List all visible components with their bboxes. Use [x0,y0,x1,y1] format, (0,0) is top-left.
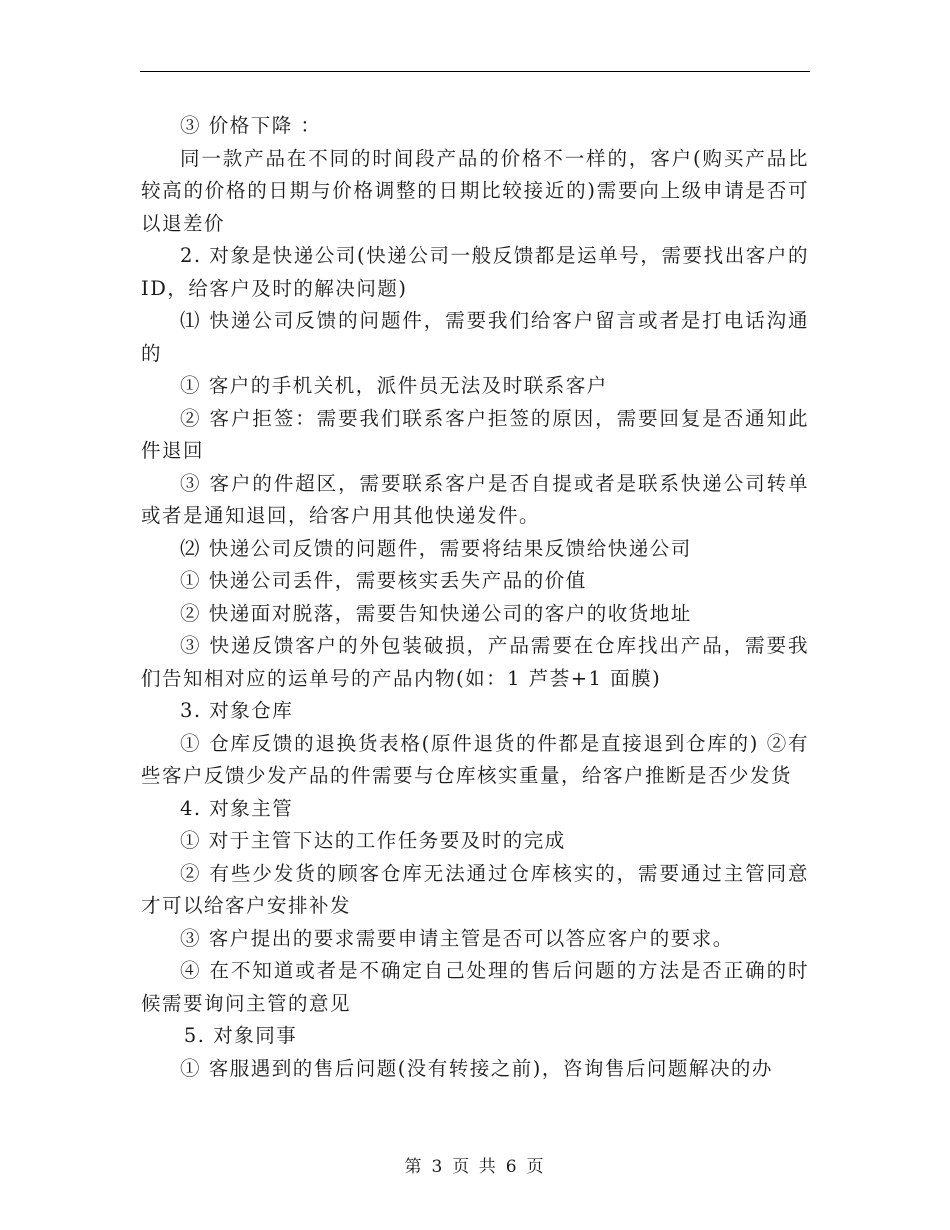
paragraph: ① 对于主管下达的工作任务要及时的完成 [180,829,566,852]
paragraph: ② 快递面对脱落，需要告知快递公司的客户的收货地址 [180,601,692,625]
paragraph: 5. 对象同事 [183,1024,298,1047]
paragraph: ③ 快递反馈客户的外包装破损，产品需要在仓库找出产品，需要我们告知相对应的运单号的产品内物(如：1 芦荟+1 面膜) [141,634,809,690]
paragraph: ① 仓库反馈的退换货表格(原件退货的件都是直接退到仓库的) ②有些客户反馈少发产品的件需要与仓库核实重量，给客户推断是否少发货 [141,731,809,787]
page-footer [0,1152,950,1177]
paragraph: 3. 对象仓库 [180,699,294,722]
footer-middle: 页 共 [452,1157,498,1177]
paragraph: 同一款产品在不同的时间段产品的价格不一样的，客户(购买产品比较高的价格的日期与价格调整的日期比较接近的)需要向上级申请是否可以退差价 [141,146,809,235]
paragraph: ① 快递公司丢件，需要核实丢失产品的价值 [180,569,587,592]
paragraph: ③ 价格下降 ： [180,114,322,137]
current-page-number: 3 [431,1157,445,1177]
paragraph: ① 客服遇到的售后问题(没有转接之前)，咨询售后问题解决的办 [180,1056,773,1080]
paragraph: ② 客户拒签：需要我们联系客户拒签的原因，需要回复是否通知此件退回 [141,406,809,462]
paragraph: ② 有些少发货的顾客仓库无法通过仓库核实的，需要通过主管同意才可以给客户安排补发 [141,861,809,917]
paragraph: ④ 在不知道或者是不确定自己处理的售后问题的方法是否正确的时候需要询问主管的意见 [141,959,809,1015]
paragraph: ③ 客户的件超区，需要联系客户是否自提或者是联系快递公司转单或者是通知退回，给客户用其他快递发件。 [141,471,809,527]
paragraph: 4. 对象主管 [180,796,294,820]
footer-suffix: 页 [526,1157,546,1177]
footer-prefix: 第 [404,1157,424,1177]
document-body [141,110,809,1085]
paragraph: ⑵ 快递公司反馈的问题件，需要将结果反馈给快递公司 [180,536,692,560]
paragraph: ⑴ 快递公司反馈的问题件，需要我们给客户留言或者是打电话沟通的 [141,309,809,365]
paragraph: 2. 对象是快递公司(快递公司一般反馈都是运单号，需要找出客户的 ID，给客户及时的解决问题) [141,244,809,300]
paragraph: ③ 客户提出的要求需要申请主管是否可以答应客户的要求。 [180,926,734,950]
paragraph: ① 客户的手机关机，派件员无法及时联系客户 [180,374,608,397]
header-rule [140,71,810,72]
total-page-count: 6 [505,1157,519,1177]
